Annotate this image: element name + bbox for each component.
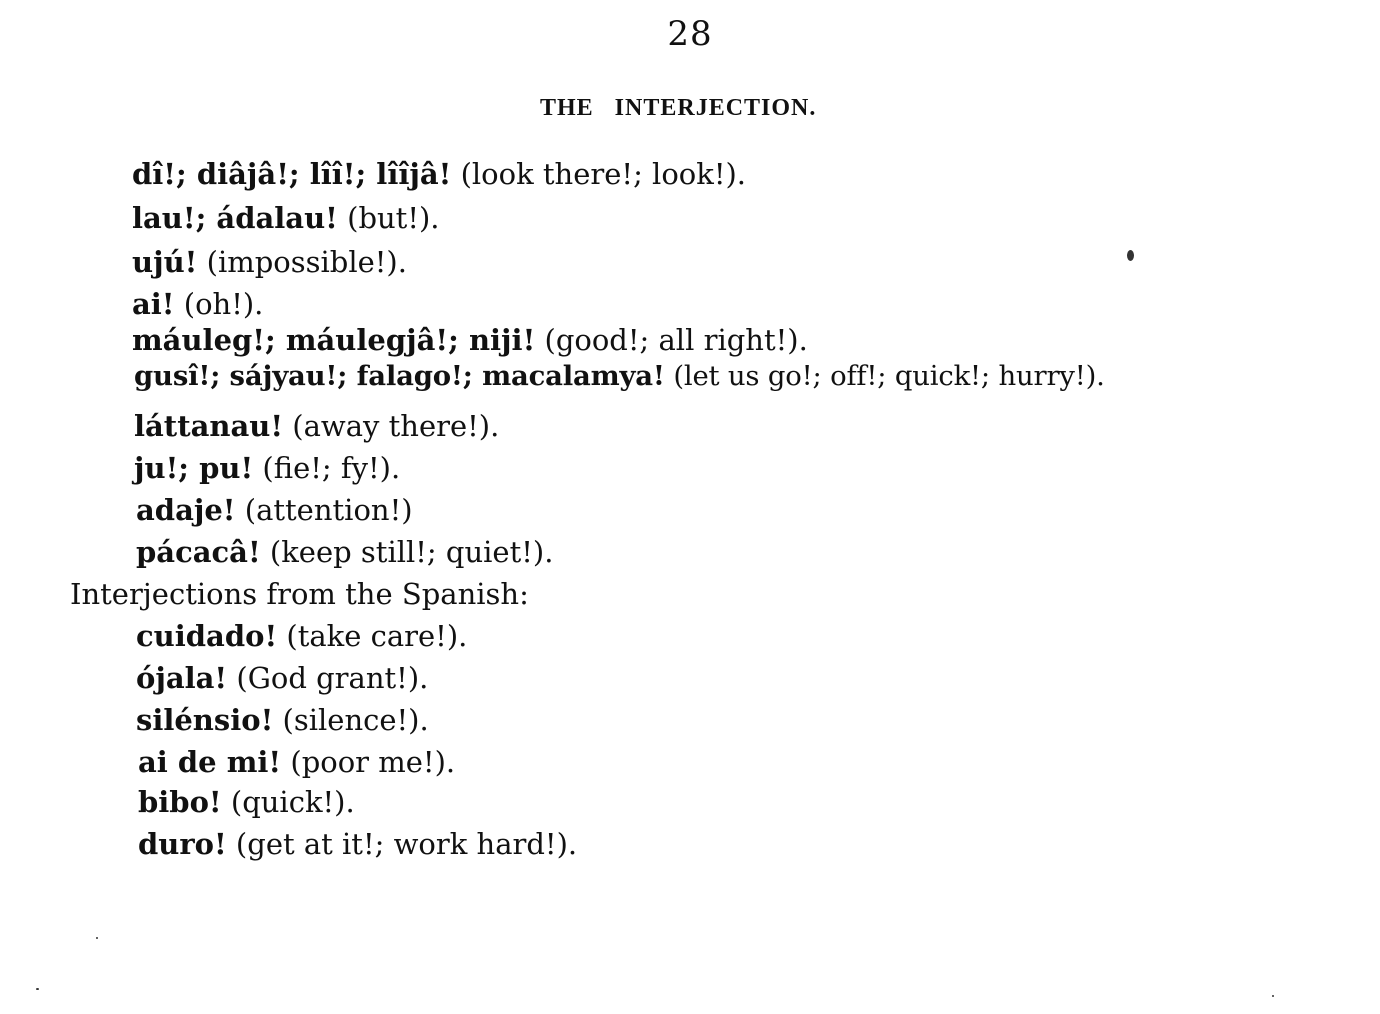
- spanish-heading: Interjections from the Spanish:: [70, 577, 529, 611]
- entry-gloss: (impossible!).: [197, 245, 407, 279]
- entry-gloss: (attention!): [235, 493, 413, 527]
- entry-term: ju!; pu!: [134, 451, 254, 485]
- entry-line: [132, 284, 263, 324]
- entry-line: [138, 742, 455, 782]
- entry-gloss: (oh!).: [174, 287, 264, 321]
- entry-line: [132, 320, 808, 360]
- entry-gloss: (away there!).: [283, 409, 500, 443]
- section-title: THE INTERJECTION.: [540, 95, 817, 121]
- entry-gloss: (get at it!; work hard!).: [226, 827, 578, 861]
- entry-line: [136, 658, 428, 698]
- entry-gloss: (silence!).: [273, 703, 429, 737]
- entry-term: láttanau!: [134, 409, 284, 443]
- entry-line: [134, 406, 499, 446]
- entry-term: lau!; ádalau!: [132, 201, 338, 235]
- entry-gloss: (fie!; fy!).: [253, 451, 401, 485]
- entry-gloss: (God grant!).: [227, 661, 429, 695]
- entry-line: [132, 242, 407, 282]
- entry-gloss: (take care!).: [277, 619, 468, 653]
- print-speck: [96, 937, 98, 939]
- entry-term: silénsio!: [136, 703, 274, 737]
- entry-term: dî!; diâjâ!; lîî!; lîîjâ!: [132, 157, 452, 191]
- entry-gloss: (keep still!; quiet!).: [260, 535, 554, 569]
- entry-gloss: (look there!; look!).: [451, 157, 747, 191]
- entry-line: [136, 700, 429, 740]
- page-number: 28: [667, 14, 713, 54]
- entry-line: [136, 490, 413, 530]
- entry-term: ai!: [132, 287, 175, 321]
- entry-gloss: (poor me!).: [281, 745, 456, 779]
- entry-line: [132, 154, 746, 194]
- entry-line: [138, 782, 355, 822]
- entry-term: bibo!: [138, 785, 222, 819]
- entry-line: [132, 198, 440, 238]
- print-speck: [1272, 995, 1274, 997]
- entry-line: [138, 824, 577, 864]
- entry-term: adaje!: [136, 493, 236, 527]
- entry-gloss: (but!).: [337, 201, 440, 235]
- entry-line: [136, 616, 467, 656]
- entry-gloss: (quick!).: [221, 785, 355, 819]
- entry-gloss: (let us go!; off!; quick!; hurry!).: [664, 360, 1105, 392]
- entry-line: [136, 532, 553, 572]
- entry-term: cuidado!: [136, 619, 278, 653]
- entry-term: duro!: [138, 827, 227, 861]
- entry-term: pácacâ!: [136, 535, 261, 569]
- entry-line: [134, 448, 400, 488]
- entry-term: máuleg!; máulegjâ!; niji!: [132, 323, 536, 357]
- print-speck: [36, 988, 39, 990]
- entry-term: ójala!: [136, 661, 228, 695]
- entry-term: ujú!: [132, 245, 198, 279]
- entry-term: gusî!; sájyau!; falago!; macalamya!: [134, 360, 665, 392]
- entry-gloss: (good!; all right!).: [535, 323, 808, 357]
- entry-line: [134, 356, 1105, 396]
- entry-term: ai de mi!: [138, 745, 282, 779]
- print-speck: [1127, 250, 1134, 261]
